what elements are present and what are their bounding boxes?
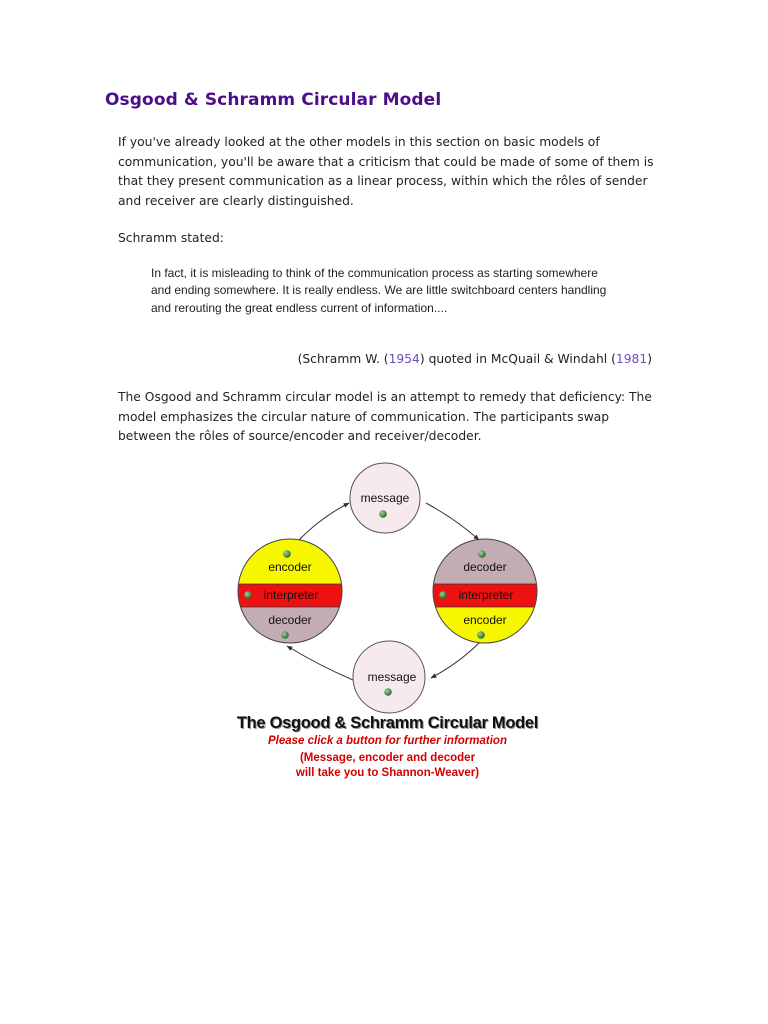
citation-link-1981[interactable]: 1981 [615,352,648,366]
intro-paragraph: If you've already looked at the other models in this section on basic models of communication, you'll be aware that a criticism that could be made of some of them is that they present communication as a linear process, within which the rôles of sender and receiver are clearly distinguished. [118,135,654,208]
left-decoder-dot[interactable] [281,631,289,639]
right-encoder-label[interactable]: encoder [463,613,507,627]
message-label-bottom: message [367,670,417,684]
citation-prefix: (Schramm W. ( [297,352,389,366]
message-button-top[interactable] [350,463,420,533]
left-encoder-label[interactable]: encoder [268,560,312,574]
diagram-caption-title: The Osgood & Schramm Circular Model [236,714,539,732]
arrow-left-to-top-message [297,503,349,542]
message-bottom-dot[interactable] [384,688,392,696]
left-interpreter-label[interactable]: interpreter [263,588,319,602]
citation-link-1954[interactable]: 1954 [388,352,420,366]
body-paragraph: The Osgood and Schramm circular model is an attempt to remedy that deficiency: The model emphasizes the circular nature of communication. The participants swap between the rôles of source/encoder and receiver/decoder. [118,390,652,444]
right-decoder-label[interactable]: decoder [463,560,507,574]
left-interpreter-dot[interactable] [244,591,252,599]
left-encoder-dot[interactable] [283,550,291,558]
right-decoder-dot[interactable] [478,550,486,558]
schramm-quote: In fact, it is misleading to think of the communication process as starting somewhere and ending somewhere. It is really endless. We are little switchboard centers handling and rerouting the great endless current of information.... [151,266,607,315]
diagram-caption-note [225,751,550,781]
right-interpreter-label[interactable]: interpreter [458,588,514,602]
caption-note-line-2: will take you to Shannon-Weaver) [295,767,480,779]
message-top-dot[interactable] [379,510,387,518]
arrow-bottom-message-to-left [287,646,353,680]
message-label-top: message [360,491,410,505]
participant-right [430,536,540,647]
message-button-bottom[interactable] [353,641,425,713]
arrow-right-to-bottom-message [431,642,480,678]
right-interpreter-dot[interactable] [439,591,447,599]
participant-left [235,536,345,647]
citation-middle: ) quoted in McQuail & Windahl ( [419,352,616,366]
page-title: Osgood & Schramm Circular Model [105,90,442,110]
arrow-top-message-to-right [426,503,479,540]
citation [0,352,652,366]
caption-note-line-1: (Message, encoder and decoder [299,752,476,764]
right-encoder-dot[interactable] [477,631,485,639]
schramm-stated-text: Schramm stated: [118,231,224,245]
diagram-caption-instruction: Please click a button for further information [268,735,507,747]
citation-suffix: ) [647,352,652,366]
left-decoder-label[interactable]: decoder [268,613,312,627]
